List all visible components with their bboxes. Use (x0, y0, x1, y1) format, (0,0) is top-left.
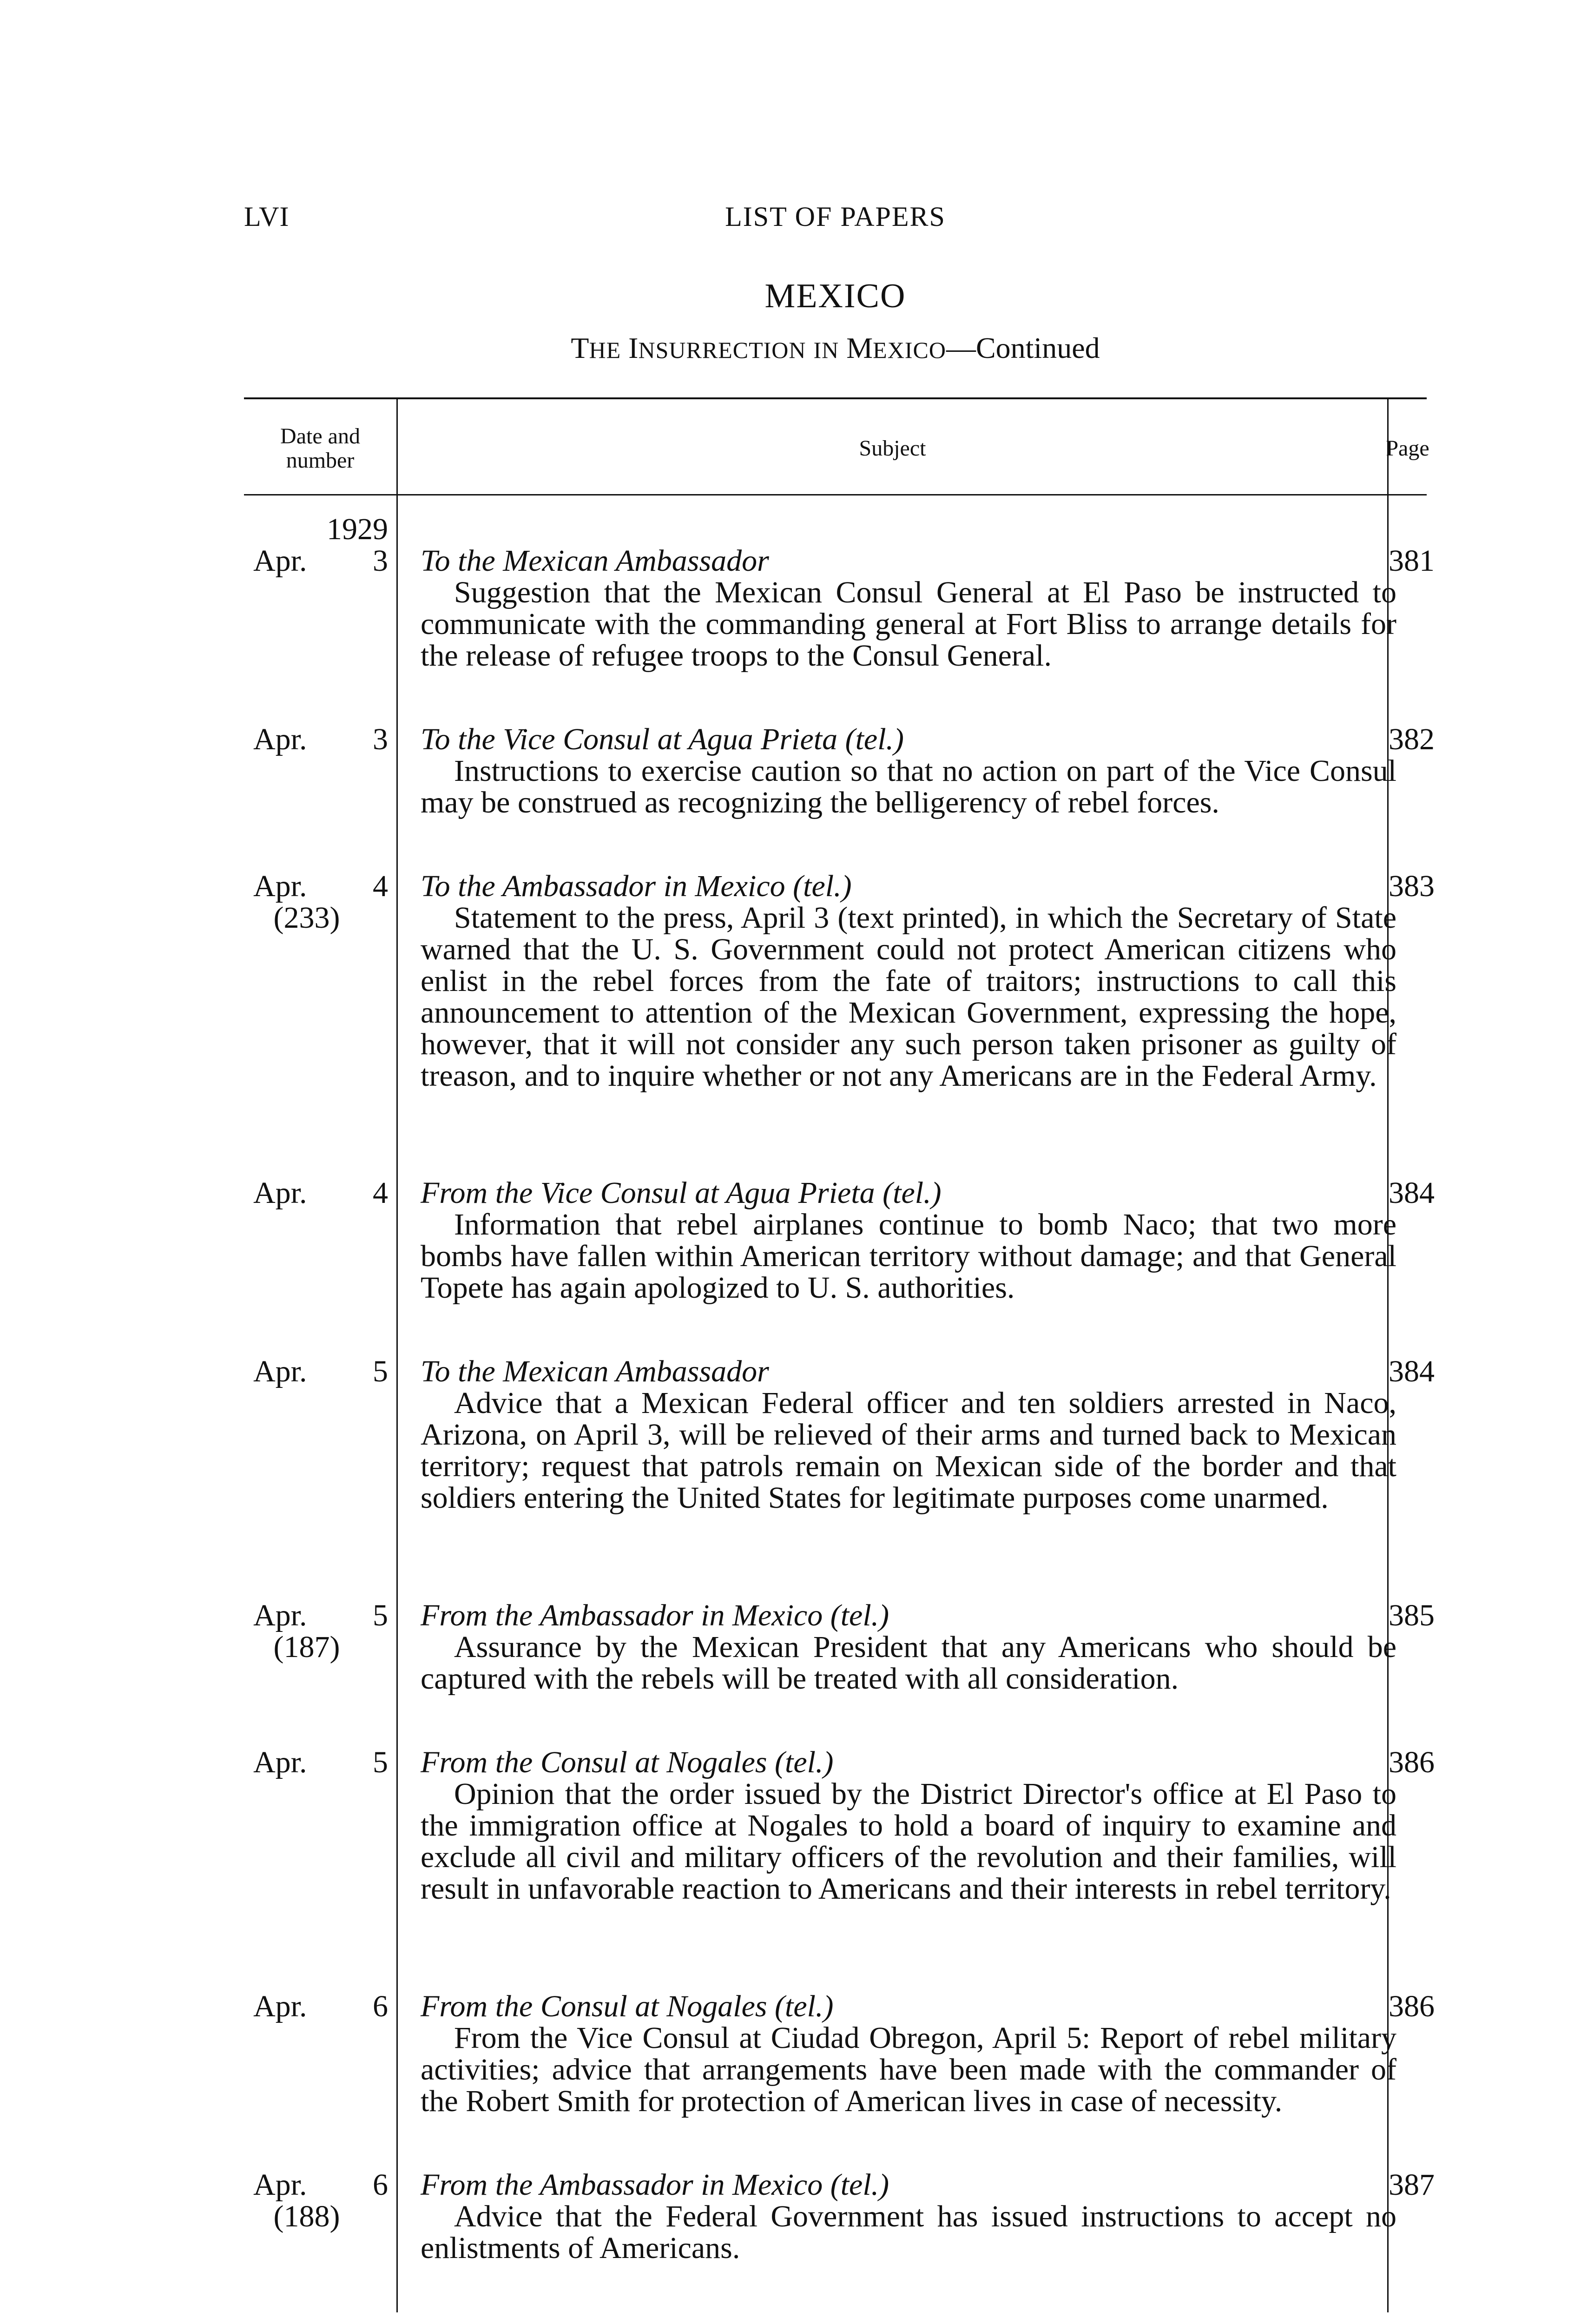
page-number: LVI (244, 201, 290, 232)
entry-subject (421, 1177, 1396, 1304)
entry-title: From the Ambassador in Mexico (tel.) (421, 2168, 889, 2202)
entry-body: Suggestion that the Mexican Consul General at El Paso be instructed to communicate with the commanding general at Fort Bliss to arrange details for the release of refugee troops to the Consul General. (421, 575, 1396, 673)
entry-number: (188) (273, 2199, 340, 2233)
country-heading: MEXICO (764, 277, 906, 315)
entry-page: 386 (1389, 1989, 1435, 2023)
running-title: LIST OF PAPERS (725, 201, 946, 232)
entry-page: 384 (1389, 1354, 1435, 1388)
entry-body: Assurance by the Mexican President that any Americans who should be captured with the rebels will be treated with all consideration. (421, 1630, 1396, 1696)
entry-title: From the Ambassador in Mexico (tel.) (421, 1598, 889, 1632)
entry-body: Information that rebel airplanes continue to bomb Naco; that two more bombs have fallen within American territory without damage; and that General Topete has again apologized to U. S. authorities. (421, 1208, 1396, 1305)
entry-body: Advice that a Mexican Federal officer and ten soldiers arrested in Naco, Arizona, on April 3, will be relieved of their arms and turned back to Mexican territory; request that patrols remain on Mexican side of the border and that soldiers entering the United States for legitimate purposes come unarmed. (421, 1386, 1396, 1515)
running-head (244, 201, 1427, 238)
entry-date: Apr. 4 (233) (244, 871, 388, 934)
entry-body: Instructions to exercise caution so that no action on part of the Vice Consul may be construed as recognizing the belligerency of rebel forces. (421, 754, 1396, 819)
entry-date: Apr. 4 (253, 1176, 388, 1210)
entry-page: 381 (1389, 544, 1435, 578)
column-header-date: Date and number (280, 424, 360, 473)
entry-subject (421, 545, 1396, 672)
table-header-rule (244, 494, 1427, 495)
table-top-rule (244, 397, 1427, 399)
entry-subject (421, 724, 1396, 819)
entry-page: 386 (1389, 1745, 1435, 1779)
entry-title: To the Vice Consul at Agua Prieta (tel.) (421, 722, 904, 756)
entry-date: Apr. 3 (253, 544, 388, 578)
entry-number: (233) (273, 901, 340, 935)
entry-date: Apr. 5 (187) (244, 1600, 388, 1663)
column-header-subject: Subject (859, 436, 926, 461)
entry-page: 383 (1389, 869, 1435, 903)
column-header-page: Page (1386, 436, 1429, 461)
entry-date: Apr. 6 (188) (244, 2169, 388, 2232)
entry-title: From the Consul at Nogales (tel.) (421, 1989, 834, 2023)
entry-body: From the Vice Consul at Ciudad Obregon, April 5: Report of rebel military activities; advice that arrangements have been made with the commander of the Robert Smith for protection of American lives in case of necessity. (421, 2021, 1396, 2118)
entry-body: Statement to the press, April 3 (text printed), in which the Secretary of State warned that the U. S. Government could not protect American citizens who enlist in the rebel forces from the fate of traitors; instructions to call this announcement to attention of the Mexican Government, expressing the hope, however, that it will not consider any such person taken prisoner as guilty of treason, and to inquire whether or not any Americans are in the Federal Army. (421, 901, 1396, 1093)
section-title: THE INSURRECTION IN MEXICO—Continued (571, 331, 1100, 364)
entry-page: 387 (1389, 2168, 1435, 2202)
entry-body: Opinion that the order issued by the District Director's office at El Paso to the immigration office at Nogales to hold a board of inquiry to examine and exclude all civil and military officers of the revolution and their families, will result in unfavorable reaction to Americans and their interests in rebel territory. (421, 1777, 1396, 1906)
entry-title: From the Vice Consul at Agua Prieta (tel.) (421, 1176, 942, 1210)
entry-title: From the Consul at Nogales (tel.) (421, 1745, 834, 1779)
entry-page: 382 (1389, 722, 1435, 756)
entry-title: To the Mexican Ambassador (421, 544, 769, 578)
entry-date: Apr. 6 (253, 1989, 388, 2023)
entry-subject (421, 1991, 1396, 2117)
entry-number: (187) (273, 1630, 340, 1664)
entry-date: Apr. 3 (253, 722, 388, 756)
entry-body: Advice that the Federal Government has issued instructions to accept no enlistments of Americans. (421, 2199, 1396, 2265)
entry-date: Apr. 5 (253, 1354, 388, 1388)
entry-date: Apr. 5 (253, 1745, 388, 1779)
year-label: 1929 (327, 512, 388, 546)
entry-subject (421, 1600, 1396, 1695)
entry-page: 385 (1389, 1598, 1435, 1632)
entry-subject (421, 1747, 1396, 1905)
entry-subject (421, 871, 1396, 1092)
entry-subject (421, 2169, 1396, 2264)
entry-title: To the Ambassador in Mexico (tel.) (421, 869, 852, 903)
entry-title: To the Mexican Ambassador (421, 1354, 769, 1388)
column-divider-date (396, 397, 398, 2312)
entry-subject (421, 1356, 1396, 1514)
entry-page: 384 (1389, 1176, 1435, 1210)
